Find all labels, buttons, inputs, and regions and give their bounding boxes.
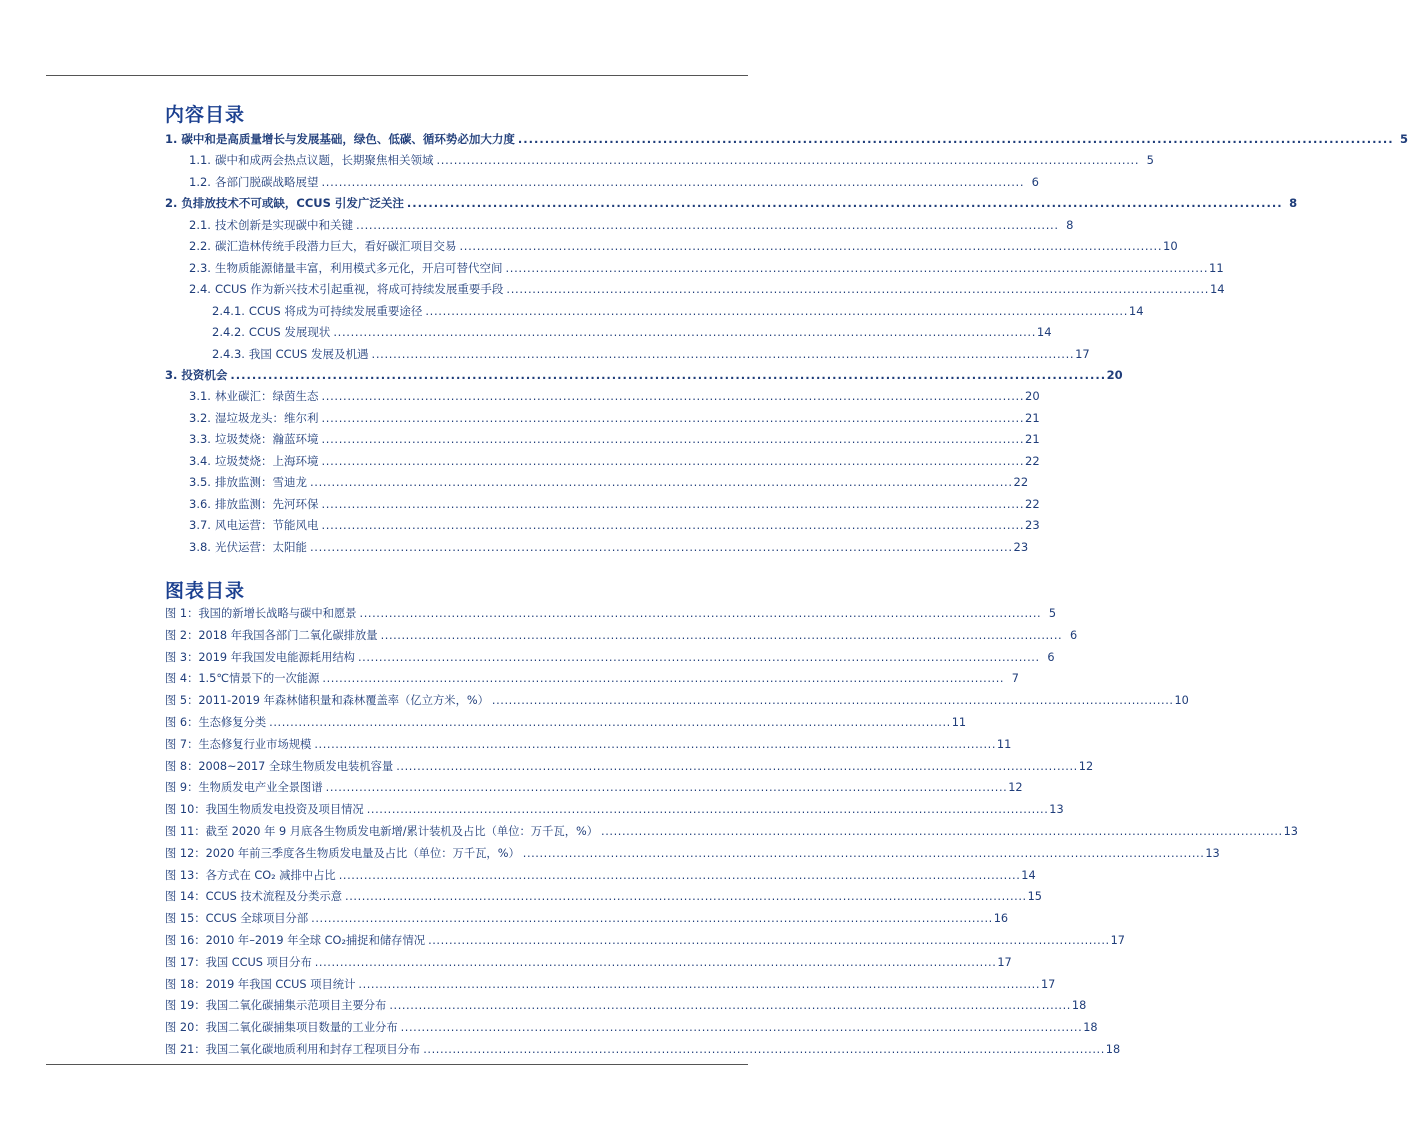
- figure-page: 10: [1174, 694, 1189, 708]
- dot-leader: [321, 517, 1022, 533]
- figure-page: 18: [1071, 999, 1087, 1013]
- toc-entry-title: 湿垃圾龙头：维尔利: [214, 410, 319, 425]
- toc-entry-number: 3.3.: [189, 432, 211, 447]
- dot-leader: [311, 911, 991, 927]
- dot-leader: [381, 628, 1061, 644]
- figure-label: 图 13：: [165, 868, 206, 882]
- toc-entry-number: 2.4.3.: [212, 346, 245, 361]
- toc-entry-page: 5: [1400, 132, 1408, 146]
- figure-entry[interactable]: [165, 933, 1125, 949]
- toc-entry-number: 3.2.: [189, 410, 211, 425]
- toc-entry[interactable]: [189, 474, 1029, 490]
- figure-entry[interactable]: [165, 977, 1056, 993]
- figure-entry[interactable]: [165, 824, 1298, 840]
- toc-entry-page: 23: [1013, 539, 1029, 554]
- figure-entry[interactable]: [165, 671, 1019, 687]
- dot-leader: [505, 260, 1206, 276]
- figure-label: 图 6：: [165, 716, 199, 729]
- toc-entry-title: 碳中和是高质量增长与发展基础，绿色、低碳、循环势必加大力度: [181, 132, 515, 146]
- figure-title: 2008~2017 全球生物质发电装机容量: [198, 759, 394, 773]
- toc-entry-number: 2.1.: [189, 217, 211, 232]
- figure-page: 14: [1021, 868, 1036, 882]
- toc-entry-number: 2.: [165, 196, 178, 211]
- dot-leader: [360, 606, 1040, 622]
- figure-entry[interactable]: [165, 1042, 1121, 1058]
- toc-entry-title: 排放监测：先河环保: [214, 496, 319, 511]
- dot-leader: [321, 174, 1022, 190]
- toc-entry-title: CCUS 作为新兴技术引起重视，将成可持续发展重要手段: [214, 282, 504, 297]
- toc-entry-number: 3.5.: [189, 475, 211, 490]
- toc-entry-title: CCUS 将成为可持续发展重要途径: [248, 303, 423, 318]
- figure-label: 图 8：: [165, 759, 199, 773]
- toc-entry[interactable]: [212, 324, 1052, 340]
- figure-label: 图 2：: [165, 628, 199, 642]
- figure-label: 图 21：: [165, 1043, 206, 1056]
- toc-entry-title: 林业碳汇：绿茵生态: [214, 389, 319, 404]
- dot-leader: [321, 388, 1022, 404]
- figure-label: 图 15：: [165, 912, 206, 926]
- toc-entry[interactable]: [189, 260, 1224, 276]
- figure-entry[interactable]: [165, 955, 1012, 971]
- figure-title: 截至 2020 年 9 月底各生物质发电新增/累计装机及占比（单位：万千瓦，%）: [205, 825, 599, 838]
- figure-title: 我国 CCUS 项目分布: [205, 955, 312, 969]
- toc-entry-number: 2.2.: [189, 239, 211, 254]
- figure-page: 17: [1040, 977, 1056, 991]
- figures-heading: 图表目录: [165, 580, 246, 602]
- figure-title: CCUS 技术流程及分类示意: [205, 890, 343, 904]
- figure-label: 图 4：: [165, 672, 199, 686]
- toc-entry-number: 3.8.: [189, 539, 211, 554]
- toc-entry-title: 我国 CCUS 发展及机遇: [248, 346, 369, 361]
- dot-leader: [401, 1020, 1081, 1036]
- toc-entry-number: 2.3.: [189, 260, 211, 275]
- toc-entry[interactable]: [189, 410, 1040, 426]
- figure-label: 图 19：: [165, 999, 206, 1013]
- figure-page: 11: [951, 716, 967, 729]
- dot-leader: [321, 431, 1022, 447]
- figure-entry[interactable]: [165, 868, 1036, 884]
- toc-entry-page: 8: [1289, 196, 1298, 211]
- toc-entry-title: 风电运营：节能风电: [214, 518, 319, 533]
- toc-entry-page: 20: [1025, 389, 1040, 404]
- toc-entry-title: 生物质能源储量丰富，利用模式多元化，开启可替代空间: [214, 260, 503, 275]
- toc-entry-page: 14: [1209, 282, 1225, 297]
- toc-entry[interactable]: [189, 238, 1178, 254]
- figure-page: 6: [1047, 650, 1055, 664]
- dot-leader: [358, 650, 1038, 666]
- figure-title: 我国二氧化碳地质利用和封存工程项目分布: [205, 1043, 421, 1056]
- dot-leader: [423, 1042, 1103, 1058]
- figure-entry[interactable]: [165, 1020, 1098, 1036]
- toc-entry-number: 2.4.2.: [212, 325, 245, 340]
- figure-title: 生物质发电产业全景图谱: [198, 781, 323, 795]
- toc-entry[interactable]: [189, 431, 1040, 447]
- toc-entry[interactable]: [189, 174, 1039, 190]
- figure-page: 16: [993, 912, 1009, 926]
- figure-label: 图 16：: [165, 934, 206, 947]
- figure-entry[interactable]: [165, 802, 1064, 818]
- toc-entry-number: 3.1.: [189, 389, 211, 404]
- toc-entry-title: 各部门脱碳战略展望: [214, 174, 319, 189]
- toc-entry-number: 3.7.: [189, 518, 211, 533]
- toc-entry-number: 1.2.: [189, 174, 211, 189]
- figure-label: 图 18：: [165, 977, 206, 991]
- toc-entry[interactable]: [189, 152, 1154, 168]
- figure-title: 2018 年我国各部门二氧化碳排放量: [198, 628, 378, 642]
- figure-page: 15: [1027, 890, 1042, 904]
- toc-entry-page: 6: [1031, 174, 1039, 189]
- dot-leader: [372, 346, 1073, 362]
- figure-entry[interactable]: [165, 846, 1220, 862]
- figure-entry[interactable]: [165, 628, 1078, 644]
- dot-leader: [601, 824, 1281, 840]
- figure-page: 6: [1069, 628, 1078, 642]
- toc-entry[interactable]: [189, 539, 1029, 555]
- toc-entry[interactable]: [165, 367, 1123, 383]
- dot-leader: [367, 802, 1047, 818]
- dot-leader: [436, 152, 1137, 168]
- figure-label: 图 3：: [165, 650, 199, 664]
- figure-title: 2010 年–2019 年全球 CO₂捕捉和储存情况: [205, 934, 426, 947]
- toc-entry-number: 3.: [165, 367, 178, 382]
- figure-entry[interactable]: [165, 693, 1189, 709]
- dot-leader: [314, 737, 994, 753]
- toc-entry[interactable]: [212, 303, 1144, 319]
- toc-entry-number: 2.4.1.: [212, 303, 245, 318]
- dot-leader: [428, 933, 1108, 949]
- figure-entry[interactable]: [165, 889, 1042, 905]
- toc-entry[interactable]: [189, 281, 1225, 297]
- figure-title: 我国生物质发电投资及项目情况: [205, 803, 364, 817]
- figure-title: 各方式在 CO₂ 减排中占比: [205, 868, 336, 882]
- figure-label: 图 10：: [165, 803, 206, 817]
- toc-entry[interactable]: [189, 496, 1040, 512]
- figure-title: 我国的新增长战略与碳中和愿景: [198, 607, 357, 620]
- dot-leader: [339, 868, 1019, 884]
- dot-leader: [321, 453, 1022, 469]
- dot-leader: [326, 780, 1006, 796]
- toc-entry[interactable]: [189, 388, 1040, 404]
- dot-leader: [492, 693, 1172, 709]
- dot-leader: [518, 131, 1391, 147]
- toc-entry-number: 1.: [165, 132, 178, 146]
- toc-entry[interactable]: [165, 195, 1298, 211]
- figure-title: 2020 年前三季度各生物质发电量及占比（单位：万千瓦，%）: [205, 846, 520, 860]
- dot-leader: [345, 889, 1025, 905]
- toc-entry-page: 23: [1025, 518, 1040, 533]
- dot-leader: [269, 715, 949, 731]
- figure-label: 图 7：: [165, 737, 199, 751]
- dot-leader: [459, 238, 1160, 254]
- toc-entry-page: 22: [1013, 475, 1029, 490]
- toc-entry-title: 垃圾焚烧：上海环境: [214, 453, 319, 468]
- toc-entry-title: 排放监测：雪迪龙: [214, 475, 307, 490]
- figure-page: 18: [1083, 1021, 1098, 1035]
- figure-page: 18: [1105, 1043, 1121, 1056]
- dot-leader: [407, 195, 1280, 211]
- dot-leader: [321, 410, 1022, 426]
- toc-entry-page: 17: [1075, 346, 1090, 361]
- figure-page: 13: [1283, 825, 1298, 838]
- toc-entry-page: 10: [1163, 239, 1178, 254]
- toc-entry-number: 3.6.: [189, 496, 211, 511]
- toc-entry-title: 垃圾焚烧：瀚蓝环境: [214, 432, 319, 447]
- figure-title: 2011-2019 年森林储积量和森林覆盖率（亿立方米，%）: [198, 694, 489, 708]
- toc-entry-title: CCUS 发展现状: [248, 325, 331, 340]
- dot-leader: [310, 539, 1011, 555]
- figure-title: 生态修复行业市场规模: [198, 737, 312, 751]
- figure-entry[interactable]: [165, 911, 1009, 927]
- toc-entry-page: 8: [1066, 217, 1074, 232]
- figure-label: 图 17：: [165, 955, 206, 969]
- dot-leader: [310, 474, 1011, 490]
- dot-leader: [322, 671, 1002, 687]
- figure-title: 生态修复分类: [198, 716, 267, 729]
- toc-entry-page: 14: [1036, 325, 1052, 340]
- toc-entry-title: 技术创新是实现碳中和关键: [214, 217, 353, 232]
- dot-leader: [333, 324, 1034, 340]
- figure-page: 12: [1078, 759, 1094, 773]
- figure-label: 图 12：: [165, 846, 206, 860]
- dot-leader: [396, 759, 1076, 775]
- figure-page: 5: [1048, 607, 1057, 620]
- toc-entry-number: 2.4.: [189, 282, 211, 297]
- toc-entry[interactable]: [212, 346, 1090, 362]
- toc-entry-number: 1.1.: [189, 153, 211, 168]
- figure-entry[interactable]: [165, 759, 1094, 775]
- figure-label: 图 20：: [165, 1021, 206, 1035]
- dot-leader: [389, 998, 1069, 1014]
- toc-entry-title: 光伏运营：太阳能: [214, 539, 307, 554]
- dot-leader: [321, 496, 1022, 512]
- dot-leader: [506, 281, 1207, 297]
- figure-title: 1.5℃情景下的一次能源: [198, 672, 320, 686]
- toc-entry-page: 21: [1025, 432, 1040, 447]
- figure-label: 图 1：: [165, 607, 199, 620]
- figure-title: CCUS 全球项目分部: [205, 912, 309, 926]
- header-rule: [46, 75, 748, 76]
- figure-page: 17: [997, 955, 1012, 969]
- toc-entry[interactable]: [189, 217, 1074, 233]
- toc-entry-number: 3.4.: [189, 453, 211, 468]
- toc-entry-page: 22: [1025, 453, 1040, 468]
- figure-page: 13: [1049, 803, 1064, 817]
- footer-rule: [46, 1064, 748, 1065]
- figure-label: 图 11：: [165, 825, 206, 838]
- toc-entry[interactable]: [189, 453, 1040, 469]
- figure-title: 2019 年我国 CCUS 项目统计: [205, 977, 356, 991]
- figure-page: 12: [1008, 781, 1023, 795]
- figure-title: 我国二氧化碳捕集示范项目主要分布: [205, 999, 387, 1013]
- toc-entry-page: 20: [1106, 367, 1123, 382]
- figure-entry[interactable]: [165, 737, 1012, 753]
- figure-entry[interactable]: [165, 715, 967, 731]
- figure-title: 2019 年我国发电能源耗用结构: [198, 650, 355, 664]
- dot-leader: [230, 367, 1103, 383]
- figure-page: 7: [1011, 672, 1019, 686]
- figure-entry[interactable]: [165, 606, 1057, 622]
- toc-entry-page: 22: [1025, 496, 1040, 511]
- toc-entry-page: 5: [1146, 153, 1154, 168]
- dot-leader: [356, 217, 1057, 233]
- toc-entry[interactable]: [165, 131, 1408, 147]
- toc-entry-title: 碳中和成两会热点议题，长期聚焦相关领域: [214, 153, 434, 168]
- toc-entry-title: 投资机会: [181, 367, 228, 382]
- toc-entry-title: 碳汇造林传统手段潜力巨大，看好碳汇项目交易: [214, 239, 457, 254]
- figure-label: 图 5：: [165, 694, 199, 708]
- toc-heading: 内容目录: [165, 104, 246, 126]
- dot-leader: [523, 846, 1203, 862]
- figure-page: 11: [996, 737, 1012, 751]
- figure-page: 17: [1110, 934, 1125, 947]
- toc-entry-page: 14: [1128, 303, 1144, 318]
- toc-entry[interactable]: [189, 517, 1040, 533]
- figure-entry[interactable]: [165, 780, 1023, 796]
- figure-page: 13: [1205, 846, 1220, 860]
- toc-entry-page: 11: [1209, 260, 1224, 275]
- toc-entry-page: 21: [1025, 410, 1040, 425]
- dot-leader: [315, 955, 995, 971]
- toc-entry-title: 负排放技术不可或缺，CCUS 引发广泛关注: [181, 196, 404, 211]
- dot-leader: [358, 977, 1038, 993]
- figure-label: 图 14：: [165, 890, 206, 904]
- figure-entry[interactable]: [165, 650, 1055, 666]
- figure-label: 图 9：: [165, 781, 199, 795]
- figure-entry[interactable]: [165, 998, 1087, 1014]
- figure-title: 我国二氧化碳捕集项目数量的工业分布: [205, 1021, 398, 1035]
- dot-leader: [425, 303, 1126, 319]
